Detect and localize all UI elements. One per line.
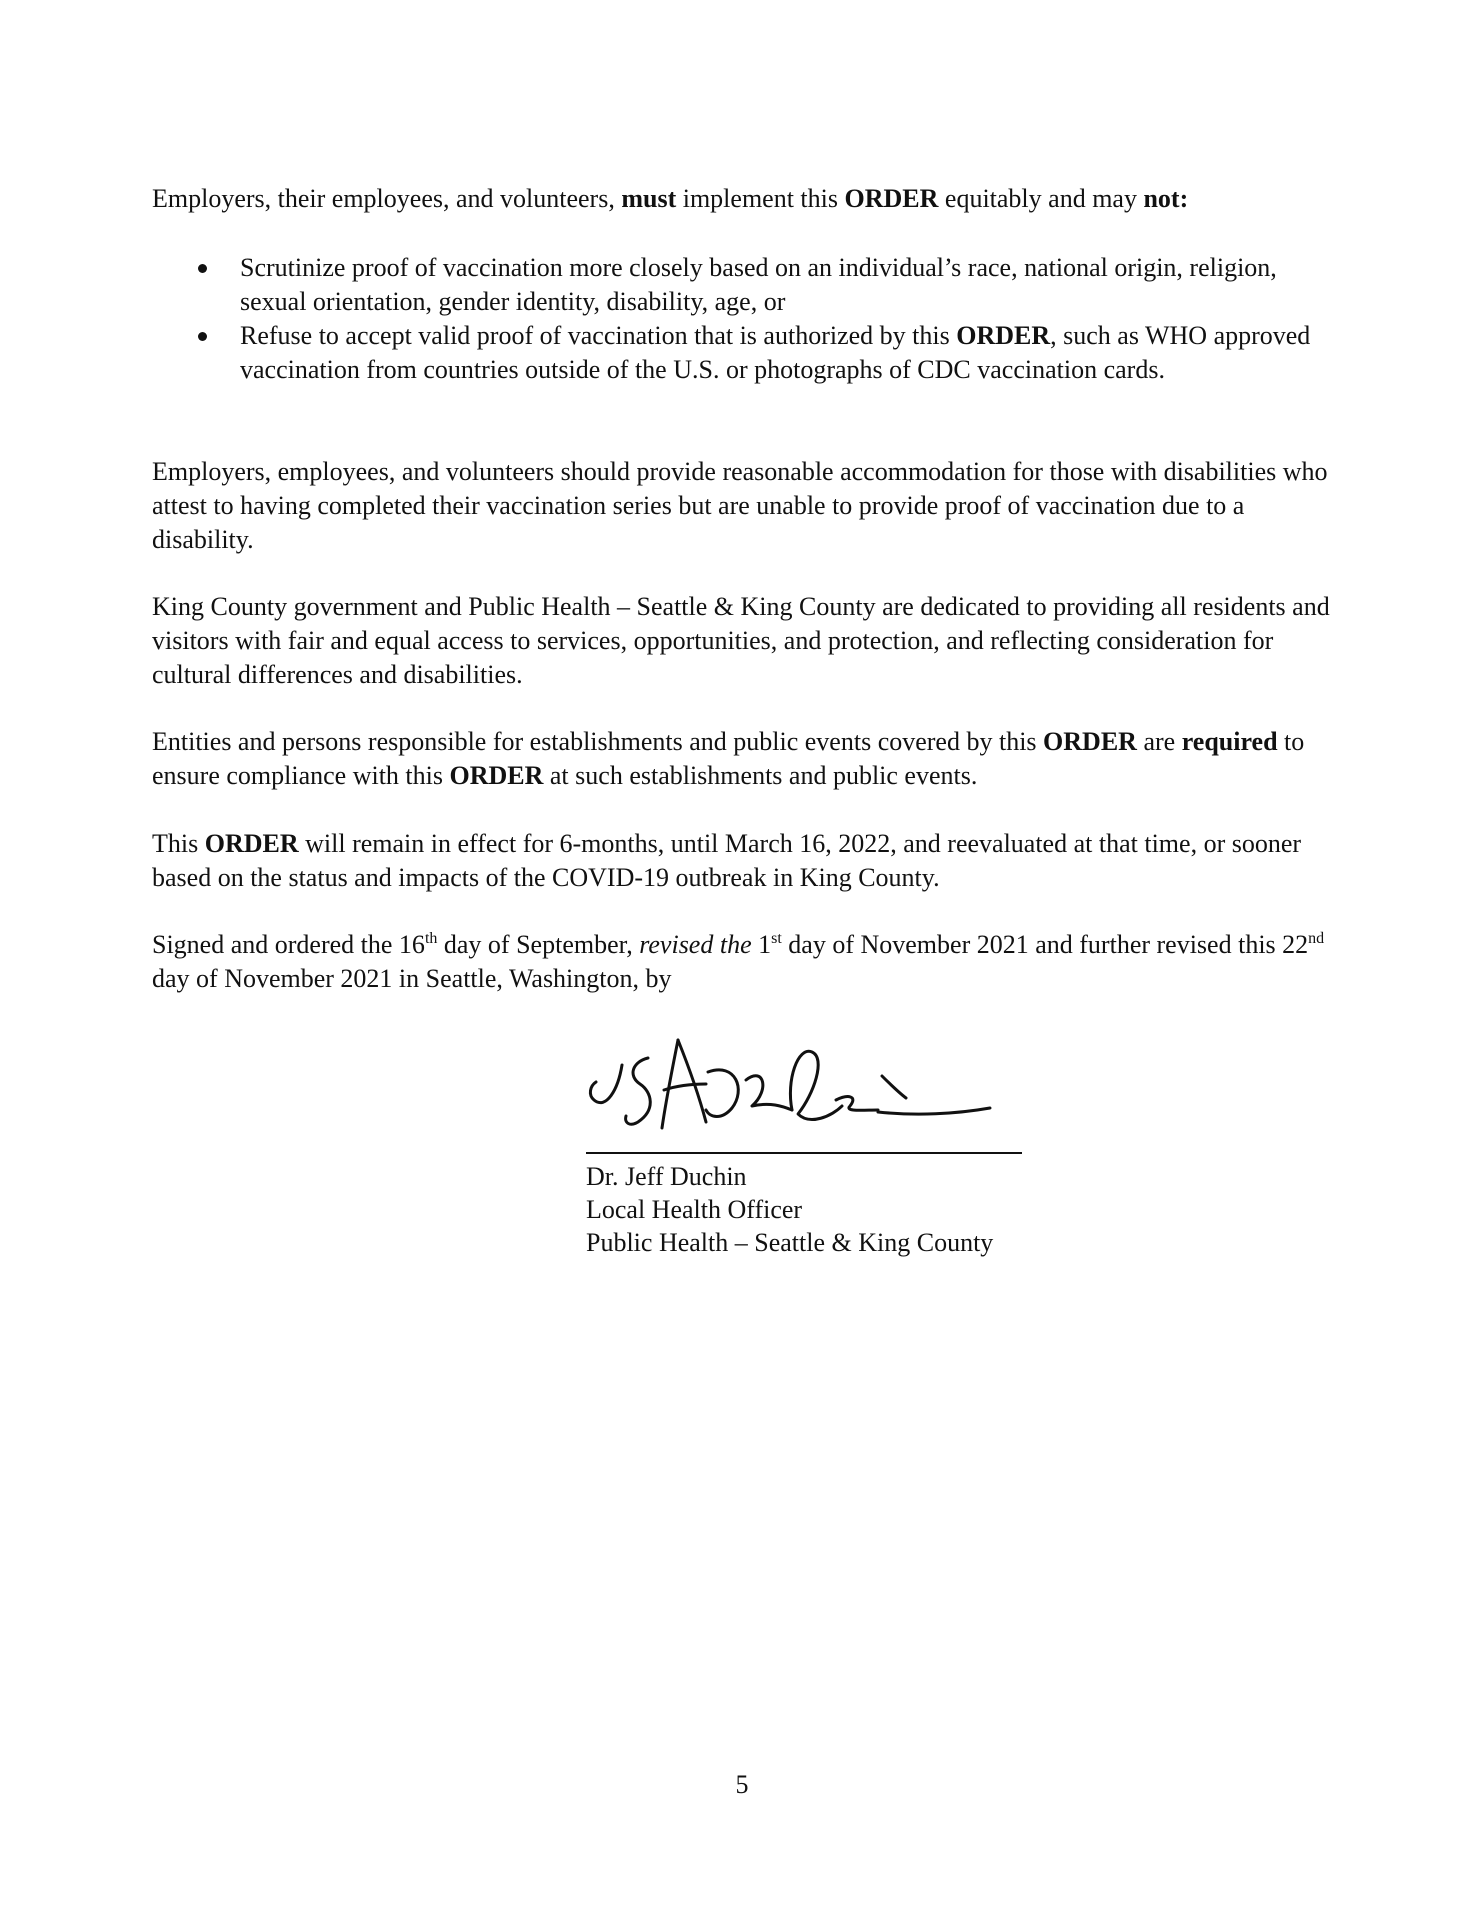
page-number: 5 [735,1770,749,1799]
entities-text-4: at such establishments and public events. [543,761,978,790]
signed-text-2: day of September, [437,930,640,959]
bullet-1-text: Scrutinize proof of vaccination more closely based on an individual’s race, national origin, religion, sexual orientation, gender identity, disability, age, or [240,253,1277,316]
signed-text-1: Signed and ordered the 16 [152,930,425,959]
signed-text-3: 1 [751,930,772,959]
signature-line [586,1152,1022,1154]
entities-text-3: to ensure compliance with this [152,727,1305,790]
signed-revised: revised the [639,930,752,959]
signed-sup-3: nd [1308,930,1325,947]
signed-sup-2: st [771,930,782,947]
signatory-name: Dr. Jeff Duchin [586,1162,747,1191]
effect-text-2: will remain in effect for 6-months, until March 16, 2022, and reevaluated at that time, or sooner based on the status and impacts of the COVID-19 outbreak in King County. [152,829,1302,892]
entities-text-2: are [1136,727,1182,756]
signatory-info [586,1160,1146,1259]
restriction-list [152,251,1342,387]
effect-paragraph [152,827,1342,895]
list-item [152,319,1342,387]
signatory-title: Local Health Officer [586,1195,803,1224]
intro-text-1: Employers, their employees, and volunteers, [152,184,622,213]
signed-text-5: day of November 2021 in Seattle, Washington, by [152,964,672,993]
accommodation-paragraph: Employers, employees, and volunteers should provide reasonable accommodation for those with disabilities who attest to having completed their vaccination series but are unable to provide proof of vaccination due to a disability. [152,457,1328,554]
signed-sup-1: th [424,930,438,947]
king-county-paragraph: King County government and Public Health – Seattle & King County are dedicated to providing all residents and visitors with fair and equal access to services, opportunities, and protection, and reflecting consideration for cultural differences and disabilities. [152,592,1330,689]
entities-order-2: ORDER [449,761,544,790]
signed-paragraph [152,928,1342,996]
entities-paragraph [152,725,1342,793]
intro-must: must [621,184,677,213]
intro-paragraph [152,182,1342,216]
bullet-icon [198,332,207,341]
entities-text-1: Entities and persons responsible for establishments and public events covered by this [152,727,1044,756]
bullet-2-order: ORDER [956,321,1051,350]
intro-not: not: [1143,184,1189,213]
intro-order: ORDER [844,184,939,213]
entities-order-1: ORDER [1043,727,1137,756]
bullet-2-text-1: Refuse to accept valid proof of vaccination that is authorized by this [240,321,957,350]
list-item [152,251,1342,319]
effect-text-1: This [152,829,205,858]
signed-text-4: day of November 2021 and further revised this 22 [781,930,1309,959]
signatory-organization: Public Health – Seattle & King County [586,1228,994,1257]
entities-required: required [1181,727,1278,756]
intro-text-3: equitably and may [938,184,1144,213]
signature-block [586,1010,1146,1259]
bullet-2-text-2: , such as WHO approved vaccination from countries outside of the U.S. or photographs of CDC vaccination cards. [240,321,1311,384]
intro-text-2: implement this [676,184,845,213]
effect-order: ORDER [204,829,299,858]
handwritten-signature [586,1010,1006,1150]
bullet-icon [198,264,207,273]
